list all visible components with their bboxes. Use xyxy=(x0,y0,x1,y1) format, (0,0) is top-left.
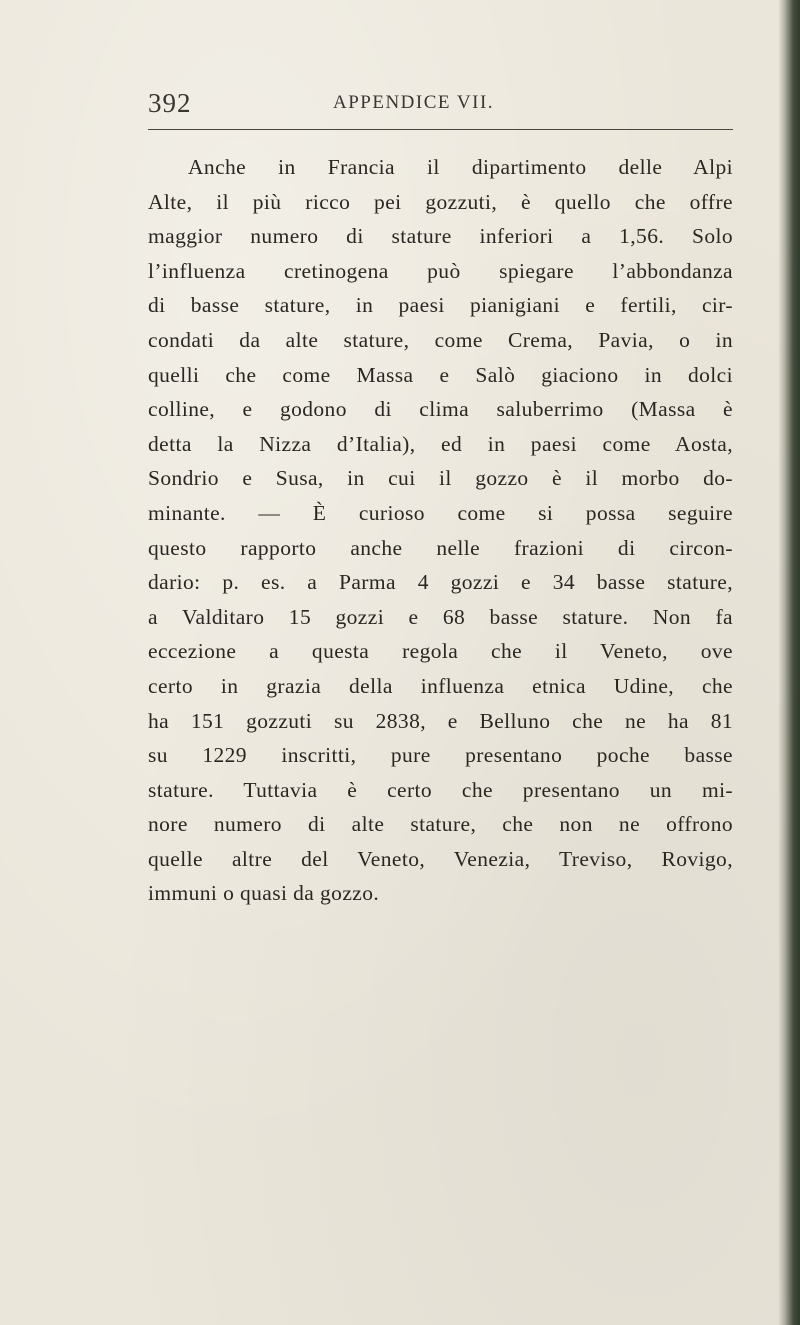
text-line: certo in grazia della influenza etnica Udine, che xyxy=(148,673,733,698)
running-title: APPENDICE VII. xyxy=(333,92,495,113)
text-line: condati da alte stature, come Crema, Pavia, o in xyxy=(148,327,733,352)
text-line: Anche in Francia il dipartimento delle Alpi xyxy=(188,155,733,179)
body-paragraph xyxy=(148,150,733,911)
page-edge-shadow xyxy=(778,0,800,1325)
header-rule xyxy=(148,129,733,130)
text-line: quelle altre del Veneto, Venezia, Treviso, Rovigo, xyxy=(148,846,733,871)
text-line: nore numero di alte stature, che non ne offrono xyxy=(148,812,733,837)
text-line: Alte, il più ricco pei gozzuti, è quello che offre xyxy=(148,189,733,214)
text-line: detta la Nizza d’Italia), ed in paesi come Aosta, xyxy=(148,431,733,456)
text-line: questo rapporto anche nelle frazioni di circon- xyxy=(148,535,733,560)
text-line: minante. — È curioso come si possa seguire xyxy=(148,500,733,525)
text-line: di basse stature, in paesi pianigiani e fertili, cir- xyxy=(148,293,733,318)
text-line: maggior numero di stature inferiori a 1,56. Solo xyxy=(148,224,733,249)
page-number: 392 xyxy=(148,88,192,118)
text-line: immuni o quasi da gozzo. xyxy=(148,881,380,906)
text-line: ha 151 gozzuti su 2838, e Belluno che ne ha 81 xyxy=(148,708,733,733)
page-header xyxy=(148,88,733,122)
text-line: colline, e godono di clima saluberrimo (Massa è xyxy=(148,397,733,422)
text-line: eccezione a questa regola che il Veneto, ove xyxy=(148,639,733,664)
text-line: Sondrio e Susa, in cui il gozzo è il morbo do- xyxy=(148,466,733,491)
text-line: su 1229 inscritti, pure presentano poche basse xyxy=(148,743,733,768)
text-line: quelli che come Massa e Salò giaciono in dolci xyxy=(148,362,733,387)
text-line: stature. Tuttavia è certo che presentano un mi- xyxy=(148,777,733,802)
text-line: dario: p. es. a Parma 4 gozzi e 34 basse stature, xyxy=(148,570,733,595)
text-line: a Valditaro 15 gozzi e 68 basse stature. Non fa xyxy=(148,604,733,629)
text-line: l’influenza cretinogena può spiegare l’abbondanza xyxy=(148,258,733,283)
